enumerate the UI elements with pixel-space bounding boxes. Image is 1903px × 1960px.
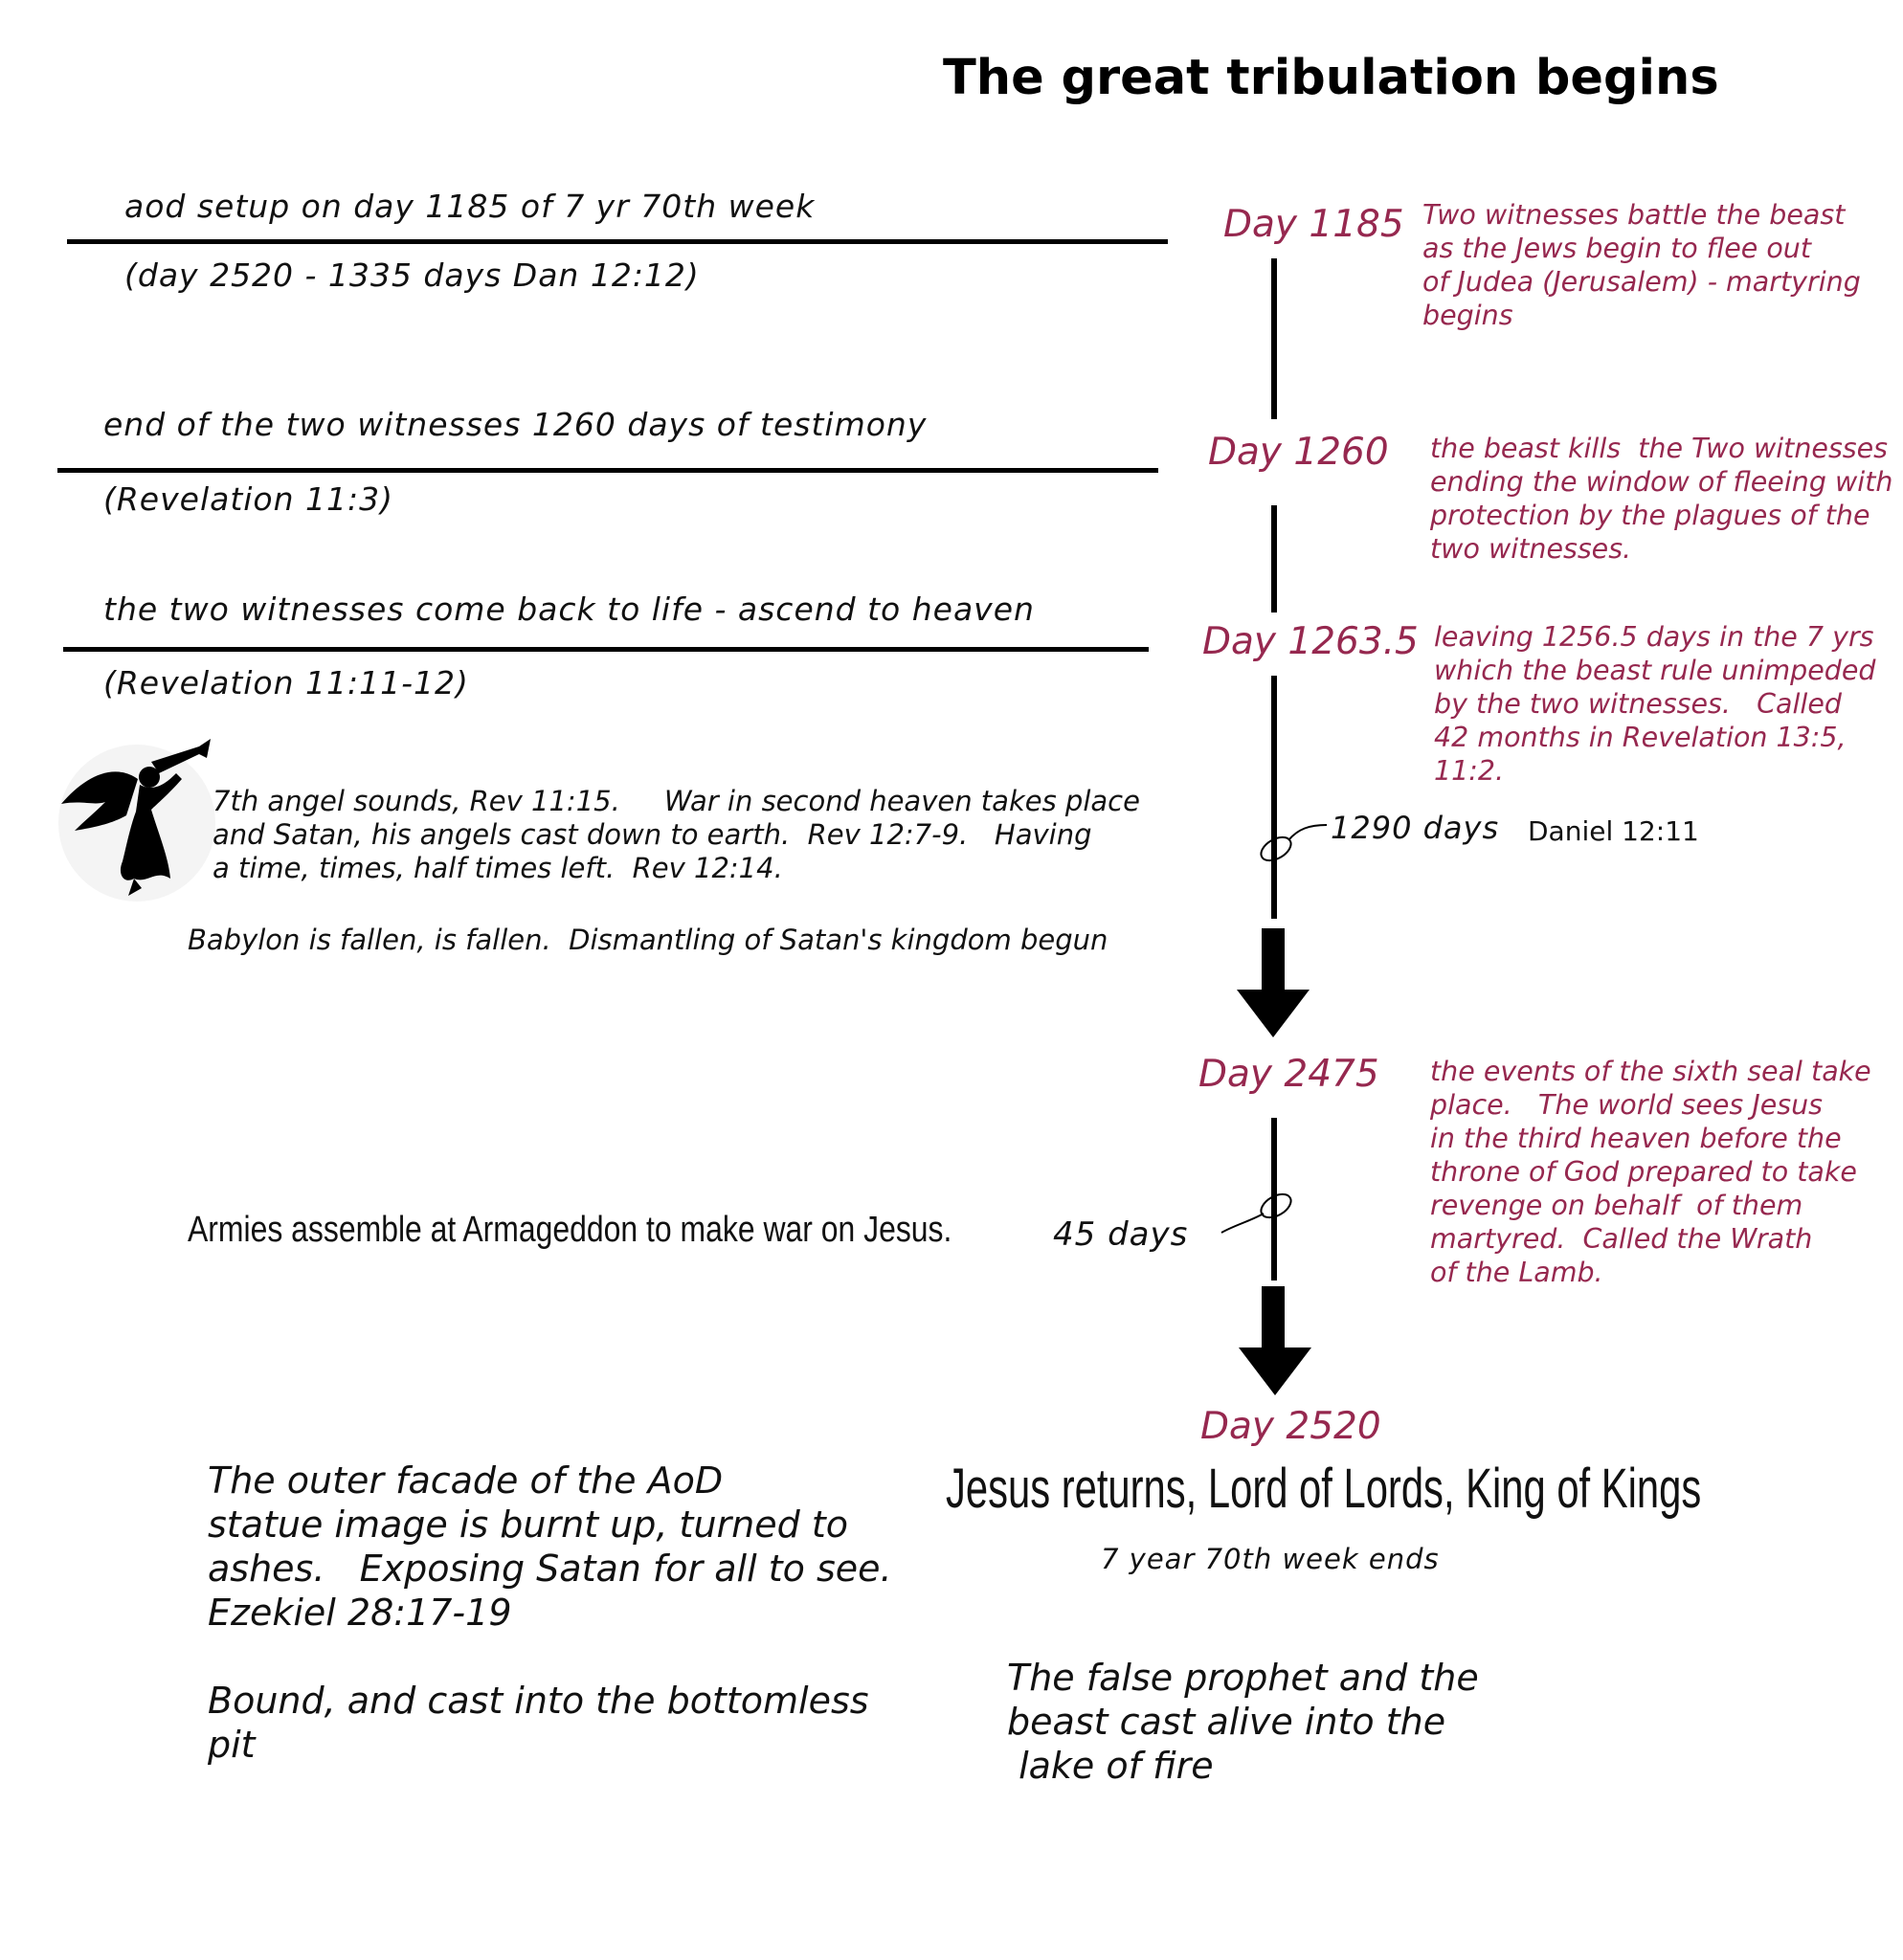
event-divider [67,239,1168,244]
day-note-1185: Two witnesses battle the beast as the Jews begin to flee out of Judea (Jerusalem) - martyring begins [1422,199,1861,331]
day-label-2520: Day 2520 [1200,1405,1381,1448]
interval-1290-marker [1257,825,1327,865]
event-label-aod-setup: aod setup on day 1185 of 7 yr 70th week [124,188,816,225]
interval-1290-reference: Daniel 12:11 [1528,815,1699,847]
arrow-down-icon [1262,1286,1285,1349]
event-divider [57,468,1158,473]
arrow-down-icon [1237,990,1310,1037]
false-prophet-text: The false prophet and the beast cast alive into the lake of fire [1007,1657,1479,1787]
interval-1290-days: 1290 days [1331,810,1500,846]
day-label-1260: Day 1260 [1208,431,1389,474]
event-reference-rev-11-3: (Revelation 11:3) [103,480,394,518]
angel-trumpet-icon [56,735,218,907]
event-label-witnesses-ascend: the two witnesses come back to life - ascend to heaven [103,590,1035,628]
day-note-2475: the events of the sixth seal take place. The world sees Jesus in the third heaven before the throne of God prepared to take revenge on behalf of them martyred. Called the Wrath of the Lamb. [1430,1056,1871,1288]
interval-45-days: 45 days [1053,1215,1189,1254]
week-ends-text: 7 year 70th week ends [1101,1543,1440,1575]
day-label-2475: Day 2475 [1198,1053,1379,1096]
armies-text: Armies assemble at Armageddon to make war on Jesus. [188,1210,952,1250]
babylon-fallen-text: Babylon is fallen, is fallen. Dismantling of Satan's kingdom begun [188,924,1108,956]
day-note-1263-5: leaving 1256.5 days in the 7 yrs which the beast rule unimpeded by the two witnesses. Called 42 months in Revelation 13:5, 11:2. [1434,621,1876,787]
arrow-down-icon [1262,928,1285,990]
day-label-1185: Day 1185 [1223,203,1404,246]
day-label-1263-5: Day 1263.5 [1202,620,1419,663]
page-title: The great tribulation begins [943,50,1719,106]
angel-sounds-text: 7th angel sounds, Rev 11:15. War in second heaven takes place and Satan, his angels cast down to earth. Rev 12:7-9. Having a time, times, half times left. Rev 12:14. [213,785,1140,884]
event-reference-dan-12-12: (day 2520 - 1335 days Dan 12:12) [124,256,700,294]
event-divider [63,647,1149,652]
event-reference-rev-11-11: (Revelation 11:11-12) [103,664,469,702]
event-label-end-of-witnesses: end of the two witnesses 1260 days of testimony [103,406,928,443]
day-note-1260: the beast kills the Two witnesses ending the window of fleeing with protection by the plagues of the two witnesses. [1430,433,1893,565]
interval-45-marker [1221,1190,1295,1233]
arrow-down-icon [1239,1348,1311,1395]
aod-facade-text: The outer facade of the AoD statue image is burnt up, turned to ashes. Exposing Satan for all to see. Ezekiel 28:17-19 Bound, and cast into the bottomless pit [208,1459,892,1766]
jesus-returns-heading: Jesus returns, Lord of Lords, King of Kings [946,1458,1702,1520]
